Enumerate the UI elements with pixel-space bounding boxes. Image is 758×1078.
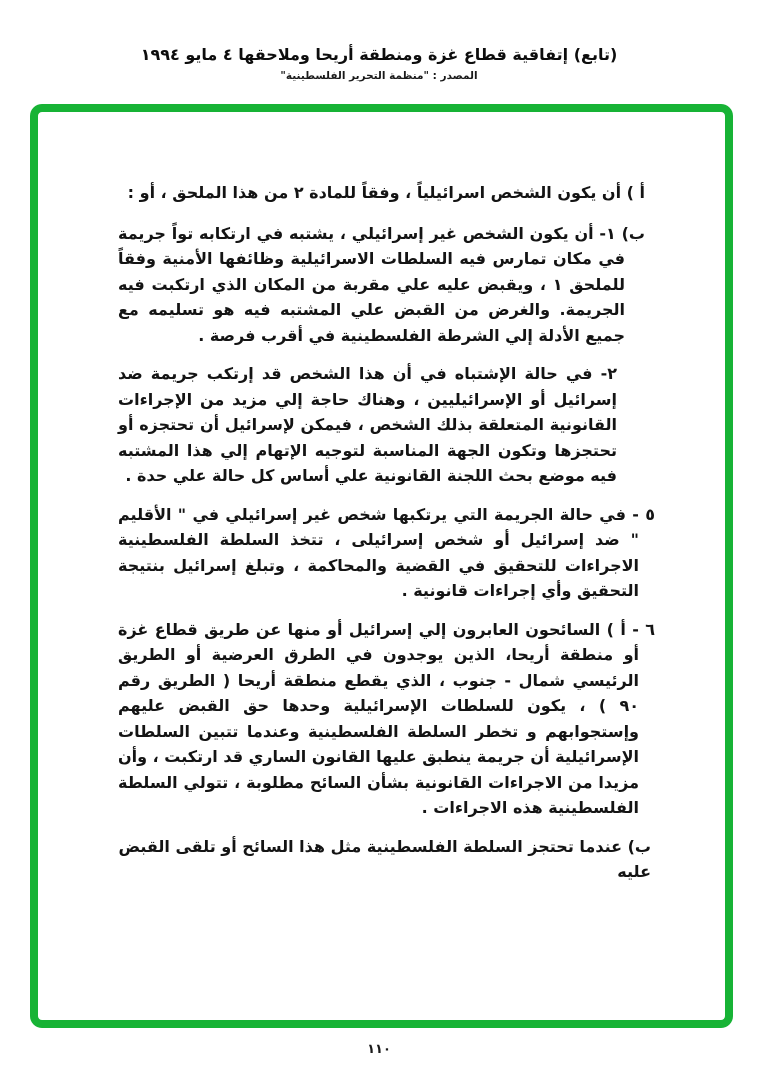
paragraph-clause-6-a: ٦ - أ ) السائحون العابرون إلي إسرائيل أو منها عن طريق قطاع غزة أو منطقة أريحا، الذين يوجدون في الطرق العرضية أو الطريق الرئيسي شمال - جنوب ، الذي يقطع منطقة أريحا ( الطريق رقم ٩٠ ) ، يكون للسلطات الإسرائيلية وحدها حق القبض عليهم وإستجوابهم و تخطر السلطة الفلسطينية وعندما تتبين السلطات الإسرائيلية أن جريمة ينطبق عليها القانون الساري قد ارتكبت ، وأن مزيدا من الاجراءات القانونية بشأن السائح مطلوبة ، تتولي السلطة الفلسطينية هذه الاجراءات . — [117, 619, 655, 817]
document-title: (تابع) إتفاقية قطاع غزة ومنطقة أريحا وملاحقها ٤ مايو ١٩٩٤ — [140, 45, 618, 64]
paragraph-clause-b: ب) عندما تحتجز السلطة الفلسطينية مثل هذا السائح أو تلقى القبض عليه — [118, 836, 651, 881]
page-number: ١١٠ — [367, 1042, 391, 1057]
paragraph-clause-a: أ ) أن يكون الشخص اسرائيلياً ، وفقاً للمادة ٢ من هذا الملحق ، أو : — [127, 183, 645, 202]
document-source-line: المصدر : "منظمة التحرير الفلسطينية" — [280, 70, 478, 82]
document-body — [118, 180, 655, 898]
paragraph-clause-b-1: ب) ١- أن يكون الشخص غير إسرائيلي ، يشتبه في ارتكابه تواً جريمة في مكان تمارس فيه السلطات الاسرائيلية وظائفها الأمنية وفقاً للملحق ١ ، ويقبض عليه علي مقربة من المكان الذي ارتكبت فيه الجريمة. والغرض من القبض علي المشتبه فيه هو تسليمه مع جميع الأدلة إلي الشرطة الفلسطينية في أقرب فرصة . — [118, 223, 646, 345]
paragraph-clause-5: ٥ - في حالة الجريمة التي يرتكبها شخص غير إسرائيلي في " الأقليم " ضد إسرائيل أو شخص إسرائيلى ، تتخذ السلطة الفلسطينية الاجراءات للتحقيق في القضية والمحاكمة ، وتبلغ إسرائيل بنتيجة التحقيق وأي إجراءات قانونية . — [118, 504, 655, 600]
page-header — [0, 44, 758, 82]
paragraph-clause-2: ٢- في حالة الإشتباه في أن هذا الشخص قد إرتكب جريمة ضد إسرائيل أو الإسرائيليين ، وهناك حاجة إلي مزيد من الإجراءات القانونية المتعلقة بذلك الشخص ، فيمكن لإسرائيل أن تحتجزه أو تحتجزها وتكون الجهة المناسبة لتوجيه الإتهام إلي هذا المشتبه فيه موضع بحث اللجنة القانونية علي أساس كل حالة علي حدة . — [118, 364, 617, 485]
